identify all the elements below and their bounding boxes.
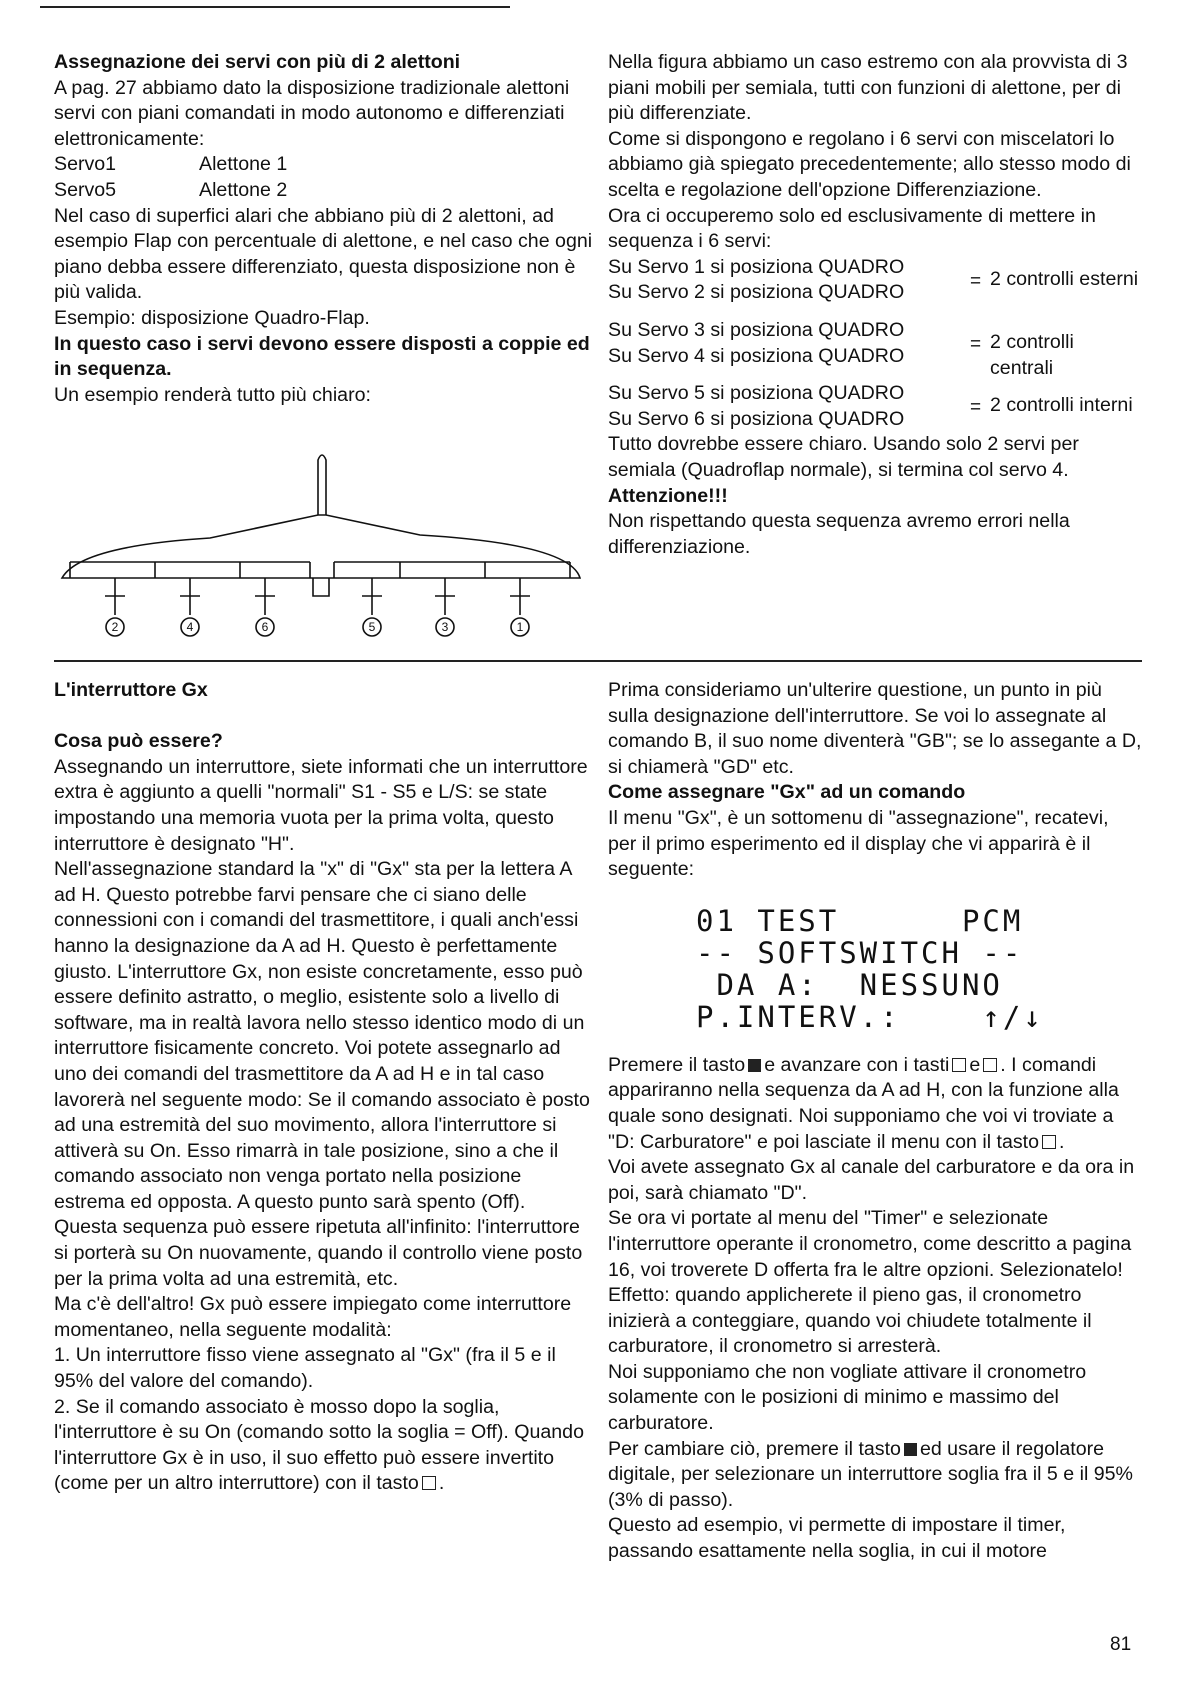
- paragraph: Nel caso di superfici alari che abbiano più di 2 alettoni, ad esempio Flap con percentuale di alettone, e nel caso che ogni piano debba essere differenziato, questa disposizione non è più valida.: [54, 204, 593, 304]
- lcd-line: P.INTERV.: ↑∕↓: [696, 999, 1044, 1034]
- servo-label: 3: [441, 620, 449, 634]
- wing-diagram: [60, 452, 590, 642]
- paragraph: Questa sequenza può essere ripetuta all'infinito: l'interruttore si porterà su On nuovamente, quando il controllo viene posto per la prima volta ad una estremità, etc.: [54, 1216, 583, 1290]
- paragraph: Noi supponiamo che non vogliate attivare il cronometro solamente con le posizioni di minimo e massimo del carburatore.: [608, 1360, 1087, 1435]
- paragraph: Effetto: quando applicherete il pieno gas, il cronometro inizierà a conteggiare, quando voi chiudete totalmente il carburatore, il cronometro si arresterà.: [608, 1284, 1092, 1358]
- subheading: Come assegnare "Gx" ad un comando: [608, 781, 966, 804]
- lead-line: Un esempio renderà tutto più chiaro:: [54, 383, 371, 406]
- paragraph: Come si dispongono e regolano i 6 servi con miscelatori lo abbiamo già spiegato precedentemente; allo stesso modo di scelta e regolazione dell'opzione Differenziazione.: [608, 127, 1131, 201]
- section-heading: L'interruttore Gx: [54, 679, 208, 701]
- paragraph: Non rispettando questa sequenza avremo errori nella differenziazione.: [608, 510, 1070, 558]
- bottom-right-column: [608, 678, 1142, 1565]
- servo-group: [608, 255, 1142, 306]
- servo-label: 1: [516, 620, 524, 634]
- wing-outline: [62, 515, 580, 578]
- paragraph: Se ora vi portate al menu del "Timer" e selezionate l'interruttore operante il cronometro, come descritto a pagina 16, voi troverete D offerta fra le altre opzioni. Selezionatelo!: [608, 1207, 1132, 1281]
- fin-outline: [318, 455, 326, 515]
- servo-label: 2: [111, 620, 119, 634]
- text-span: Premere il tasto: [608, 1053, 746, 1076]
- servo-name: Servo1: [54, 153, 117, 176]
- text-span: ed usare il regolatore digitale, per selezionare un interruttore soglia fra il 5 e il 95% (3% di passo).: [608, 1437, 1133, 1511]
- servo-group: [608, 318, 1142, 379]
- enter-key-icon: [748, 1059, 761, 1072]
- servo-label: 5: [368, 620, 376, 634]
- attention-heading: Attenzione!!!: [608, 484, 728, 507]
- top-left-column: [54, 50, 594, 408]
- group-label: 2 controlli esterni: [990, 267, 1139, 290]
- servo-line: Su Servo 1 si posiziona QUADRO: [608, 255, 905, 278]
- paragraph: Tutto dovrebbe essere chiaro. Usando solo 2 servi per semiala (Quadroflap normale), si termina col servo 4.: [608, 433, 1079, 481]
- servo-line: Su Servo 4 si posiziona QUADRO: [608, 344, 905, 367]
- servo-row: [54, 152, 594, 178]
- lcd-line: DA A: NESSUNO: [696, 967, 1003, 1002]
- key-icon: [904, 1443, 917, 1456]
- group-label: 2 controlli centrali: [990, 330, 1074, 379]
- servo-role: Alettone 1: [199, 153, 288, 176]
- paragraph: Assegnando un interruttore, siete informati che un interruttore extra è aggiunto a quelli "normali" S1 - S5 e L/S: se state impostando una memoria vuota per la prima volta, questo interruttore è designato "H".: [54, 755, 588, 855]
- servo-role: Alettone 2: [199, 178, 288, 201]
- paragraph: Questo ad esempio, vi permette di impostare il timer, passando esattamente nella soglia, in cui il motore: [608, 1514, 1066, 1563]
- equals-sign: =: [970, 397, 982, 419]
- key-icon: [422, 1476, 436, 1490]
- equals-sign: =: [970, 333, 982, 355]
- lcd-display: [696, 905, 1142, 1033]
- paragraph: Ma c'è dell'altro! Gx può essere impiegato come interruttore momentaneo, nella seguente modalità:: [54, 1293, 572, 1341]
- subheading: Cosa può essere?: [54, 730, 223, 753]
- servo-label: 6: [261, 620, 269, 634]
- text-span: Per cambiare ciò, premere il tasto: [608, 1437, 901, 1460]
- servo-name: Servo5: [54, 178, 117, 201]
- bottom-left-column: [54, 678, 594, 1497]
- text-span: e: [969, 1053, 981, 1076]
- servo-line: Su Servo 5 si posiziona QUADRO: [608, 382, 905, 405]
- list-item-text: 2. Se il comando associato è mosso dopo la soglia, l'interruttore è su On (comando sotto la soglia = Off). Quando l'interruttore Gx è in uso, il suo effetto può essere invertito (come per un altro interruttore) con il tasto: [54, 1395, 584, 1495]
- section-heading: Assegnazione dei servi con più di 2 alettoni: [54, 51, 461, 73]
- paragraph: Nella figura abbiamo un caso estremo con ala provvista di 3 piani mobili per semiala, tutti con funzioni di alettone, per di più differenziate.: [608, 51, 1128, 125]
- paragraph: Prima consideriamo un'ulterire questione, un punto in più sulla designazione dell'interruttore. Se voi lo assegnate al comando B, il suo nome diventerà "GB"; se lo assegante a D, si chiamerà "GD" etc.: [608, 679, 1142, 778]
- minus-key-icon: [983, 1058, 997, 1072]
- intro-paragraph: A pag. 27 abbiamo dato la disposizione tradizionale alettoni servi con piani comandati in modo autonomo e differenziati elettronicamente:: [54, 76, 570, 150]
- servo-line: Su Servo 3 si posiziona QUADRO: [608, 318, 905, 341]
- section-divider: [54, 660, 1142, 662]
- top-right-column: [608, 50, 1142, 560]
- servo-row: [54, 178, 594, 204]
- bold-note: In questo caso i servi devono essere disposti a coppie ed in sequenza.: [54, 332, 590, 381]
- example-line: Esempio: disposizione Quadro-Flap.: [54, 306, 370, 329]
- menu-key-icon: [1042, 1135, 1056, 1149]
- servo-group: [608, 381, 1142, 432]
- plus-key-icon: [952, 1058, 966, 1072]
- text-span: e avanzare con i tasti: [764, 1053, 950, 1076]
- paragraph: Ora ci occuperemo solo ed esclusivamente di mettere in sequenza i 6 servi:: [608, 204, 1096, 253]
- lcd-line: 01 TEST PCM: [696, 903, 1024, 938]
- servo-line: Su Servo 6 si posiziona QUADRO: [608, 407, 905, 430]
- paragraph: Voi avete assegnato Gx al canale del carburatore e da ora in poi, sarà chiamato "D".: [608, 1156, 1135, 1204]
- paragraph: Premere il tasto e avanzare con i tasti e . I comandi appariranno nella sequenza da A ad H, con la funzione alla quale sono designati. Noi supponiamo che voi vi troviate a "D: Carburatore" e poi lasciate il menu con il tasto .: [608, 1053, 1119, 1153]
- paragraph: Il menu "Gx", è un sottomenu di "assegnazione", recatevi, per il primo esperimento ed il display che vi apparirà è il seguente:: [608, 806, 1109, 881]
- paragraph: Nell'assegnazione standard la "x" di "Gx" sta per la lettera A ad H. Questo potrebbe farvi pensare che ci siano delle connessioni con i comandi del trasmettitore, i quali anch'essi hanno la designazione da A ad H. Questo è perfettamente giusto. L'interruttore Gx, non esiste concretamente, esso può essere definito astratto, o meglio, esistente solo a livello di software, ma in realtà lavora nello stesso identico modo di un interruttore fisicamente concreto. Voi potete assegnarlo ad uno dei comandi del trasmettitore da A ad H e in tal caso lavorerà nel seguente modo: Se il comando associato è posto ad una estremità del suo movimento, allora l'interruttore si attiverà su On. Esso rimarrà in tale posizione, sino a che il comando associato non venga portato nella posizione estrema ed opposta. A questo punto sarà spento (Off).: [54, 858, 590, 1213]
- page-number: 81: [1110, 1634, 1132, 1655]
- servo-label: 4: [186, 620, 194, 634]
- top-rule: [40, 6, 510, 8]
- group-label: 2 controlli interni: [990, 394, 1133, 417]
- list-item: 1. Un interruttore fisso viene assegnato al "Gx" (fra il 5 e il 95% del valore del comando).: [54, 1344, 556, 1393]
- equals-sign: =: [970, 270, 982, 292]
- list-item: 2. Se il comando associato è mosso dopo la soglia, l'interruttore è su On (comando sotto la soglia = Off). Quando l'interruttore Gx è in uso, il suo effetto può essere invertito (come per un altro interruttore) con il tasto .: [54, 1395, 584, 1495]
- text-span: . I comandi appariranno nella sequenza da A ad H, con la funzione alla quale sono designati. Noi supponiamo che voi vi troviate a "D: Carburatore" e poi lasciate il menu con il tasto: [608, 1053, 1119, 1153]
- servo-line: Su Servo 2 si posiziona QUADRO: [608, 281, 905, 304]
- paragraph: [608, 1437, 1142, 1514]
- lcd-line: -- SOFTSWITCH --: [696, 935, 1024, 970]
